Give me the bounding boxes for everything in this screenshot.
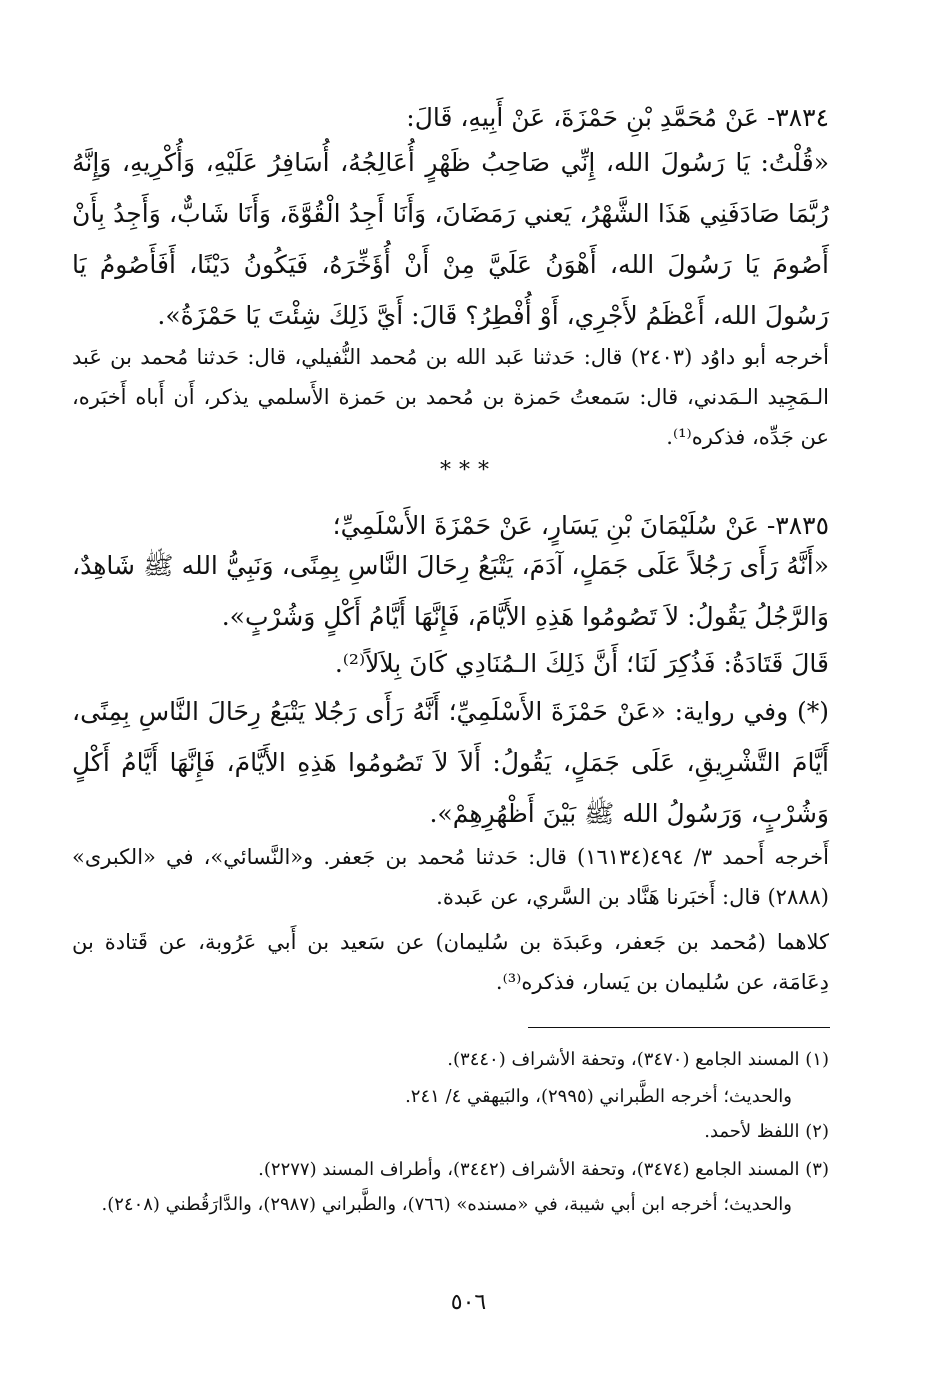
- hadith-3835-riwaya: (*) وفي رواية: «عَنْ حَمْزَةَ الأَسْلَمِيِّ؛ أَنَّهُ رَأَى رَجُلا يَتْبَعُ رِحَالَ النَّاسِ بِمِنًى، أَيَّامَ التَّشْرِيقِ، عَلَى جَمَلٍ، يَقُولُ: أَلاَ لاَ تَصُومُوا هَذِهِ الأَيَّامَ، فَإِنَّهَا أَيَّامُ أَكْلٍ وَشُرْبٍ، وَرَسُولُ الله ﷺ بَيْنَ أَظْهُرِهِمْ».: [72, 697, 829, 828]
- hadith-3835-takhrij-2: كلاهما (مُحمد بن جَعفر، وعَبدَة بن سُليمان) عن سَعيد بن أَبي عَرُوبة، عن قَتادة بن دِعَامَة، عن سُليمان بن يَسار، فذكره⁽³⁾.: [72, 930, 829, 994]
- footnote-2: (٢) اللفظ لأحمد.: [704, 1121, 829, 1142]
- footnote-divider: [528, 1027, 830, 1028]
- footnote-1: (١) المسند الجامع (٣٤٧٠)، وتحفة الأشراف (٣٤٤٠).: [447, 1049, 829, 1070]
- page-number: ٥٠٦: [450, 1290, 487, 1315]
- hadith-3835-text: «أَنَّهُ رَأَى رَجُلاً عَلَى جَمَلٍ، آدَمَ، يَتْبَعُ رِحَالَ النَّاسِ بِمِنًى، وَنَبِيُّ الله ﷺ شَاهِدٌ، وَالرَّجُلُ يَقُولُ: لاَ تَصُومُوا هَذِهِ الأَيَّامَ، فَإِنَّهَا أَيَّامُ أَكْلٍ وَشُرْبٍ».: [72, 551, 829, 631]
- section-separator: ***: [440, 458, 497, 483]
- hadith-3835-qatada: قَالَ قَتَادَةُ: فَذُكِرَ لَنَا؛ أَنَّ ذَلِكَ الـمُنَادِي كَانَ بِلاَلاً⁽²⁾.: [334, 649, 829, 678]
- footnote-1-detail: والحديث؛ أخرجه الطَّبراني (٢٩٩٥)، والبَيهقي ٤/ ٢٤١.: [405, 1086, 792, 1107]
- hadith-3834-takhrij: أخرجه أبو داوُد (٢٤٠٣) قال: حَدثنا عَبد الله بن مُحمد النُّفيلي، قال: حَدثنا مُحمد بن عَبد الـمَجِيد الـمَدني، قال: سَمعتُ حَمزة بن مُحمد بن حَمزة الأَسلمي يذكر، أَن أَباه أَخبَره، عن جَدِّه، فذكره⁽¹⁾.: [72, 345, 829, 449]
- footnote-3: (٣) المسند الجامع (٣٤٧٤)، وتحفة الأشراف (٣٤٤٢)، وأطراف المسند (٢٢٧٧).: [258, 1159, 829, 1180]
- hadith-3835-takhrij-1: أَخرجه أَحمد ٣/ ٤٩٤(١٦١٣٤) قال: حَدثنا مُحمد بن جَعفر. و«النَّسائي»، في «الكبرى» (٢٨٨٨) قال: أَخبَرنا هَنَّاد بن السَّري، عن عَبدة.: [72, 845, 829, 909]
- hadith-3835-header: ٣٨٣٥- عَنْ سُلَيْمَانَ بْنِ يَسَارٍ، عَنْ حَمْزَةَ الأَسْلَمِيِّ؛: [332, 511, 829, 540]
- hadith-3834-header: ٣٨٣٤- عَنْ مُحَمَّدِ بْنِ حَمْزَةَ، عَنْ أَبِيهِ، قَالَ:: [406, 103, 829, 132]
- hadith-3834-text: «قُلْتُ: يَا رَسُولَ الله، إِنِّي صَاحِبُ ظَهْرٍ أُعَالِجُهُ، أُسَافِرُ عَلَيْهِ، وَأُكْرِيهِ، وَإِنَّهُ رُبَّمَا صَادَفَنِي هَذَا الشَّهْرُ، يَعني رَمَضَانَ، وَأَنَا أَجِدُ الْقُوَّةَ، وَأَنَا شَابٌّ، وَأَجِدُ بِأَنْ أَصُومَ يَا رَسُولَ الله، أَهْوَنُ عَلَيَّ مِنْ أَنْ أُؤَخِّرَهُ، فَيَكُونُ دَيْنًا، أَفَأَصُومُ يَا رَسُولَ الله، أَعْظَمُ لأَجْرِي، أَوْ أُفْطِرُ؟ قَالَ: أَيَّ ذَلِكَ شِئْتَ يَا حَمْزَةُ».: [72, 148, 829, 330]
- footnote-3-detail: والحديث؛ أخرجه ابن أبي شيبة، في «مسنده» (٧٦٦)، والطَّبراني (٢٩٨٧)، والدَّارَقُطني (٢٤٠٨).: [101, 1194, 792, 1215]
